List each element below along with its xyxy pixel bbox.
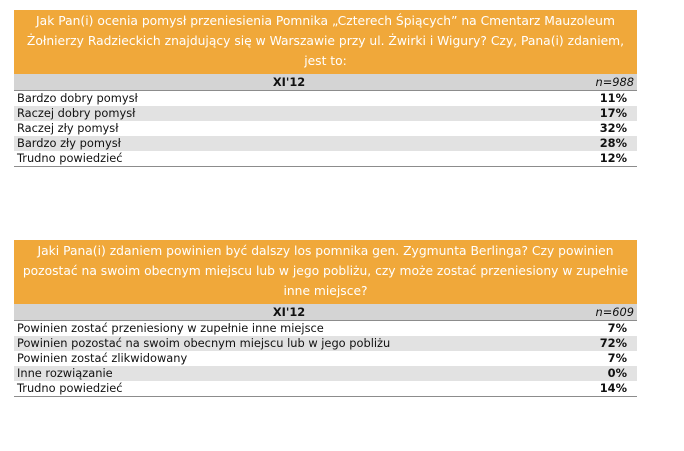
answer-label: Powinien zostać przeniesiony w zupełnie inne miejsce — [14, 321, 564, 337]
answer-label: Bardzo zły pomysł — [14, 136, 564, 151]
question-header: Jaki Pana(i) zdaniem powinien być dalszy los pomnika gen. Zygmunta Berlinga? Czy powinien pozostać na swoim obecnym miejscu lub w jego pobliżu, czy może zostać przeniesiony w zupełnie inne miejsce? — [14, 240, 637, 304]
answer-value: 14% — [564, 381, 637, 397]
table-row — [14, 321, 637, 337]
answer-value: 28% — [564, 136, 637, 151]
table-header-row — [14, 74, 637, 91]
period-label: XI'12 — [14, 74, 564, 91]
table-row — [14, 151, 637, 167]
table-row — [14, 336, 637, 351]
table-row — [14, 106, 637, 121]
answer-label: Powinien zostać zlikwidowany — [14, 351, 564, 366]
table-row — [14, 121, 637, 136]
survey-table-monument-berling — [14, 240, 637, 397]
answer-value: 11% — [564, 91, 637, 107]
answer-label: Trudno powiedzieć — [14, 381, 564, 397]
survey-table-monument-czterech-spiacych — [14, 10, 637, 167]
answer-value: 17% — [564, 106, 637, 121]
answer-label: Raczej zły pomysł — [14, 121, 564, 136]
answer-value: 7% — [564, 321, 637, 337]
answer-value: 7% — [564, 351, 637, 366]
answer-value: 32% — [564, 121, 637, 136]
answer-label: Raczej dobry pomysł — [14, 106, 564, 121]
results-table — [14, 304, 637, 397]
table-row — [14, 91, 637, 107]
answer-value: 12% — [564, 151, 637, 167]
table-row — [14, 351, 637, 366]
question-header: Jak Pan(i) ocenia pomysł przeniesienia Pomnika „Czterech Śpiących” na Cmentarz Mauzoleum Żołnierzy Radzieckich znajdujący się w Warszawie przy ul. Żwirki i Wigury? Czy, Pana(i) zdaniem, jest to: — [14, 10, 637, 74]
answer-label: Inne rozwiązanie — [14, 366, 564, 381]
table-header-row — [14, 304, 637, 321]
sample-size: n=988 — [564, 74, 637, 91]
answer-value: 72% — [564, 336, 637, 351]
answer-value: 0% — [564, 366, 637, 381]
table-row — [14, 136, 637, 151]
answer-label: Bardzo dobry pomysł — [14, 91, 564, 107]
table-row — [14, 381, 637, 397]
sample-size: n=609 — [564, 304, 637, 321]
period-label: XI'12 — [14, 304, 564, 321]
answer-label: Powinien pozostać na swoim obecnym miejscu lub w jego pobliżu — [14, 336, 564, 351]
results-table — [14, 74, 637, 167]
table-row — [14, 366, 637, 381]
answer-label: Trudno powiedzieć — [14, 151, 564, 167]
